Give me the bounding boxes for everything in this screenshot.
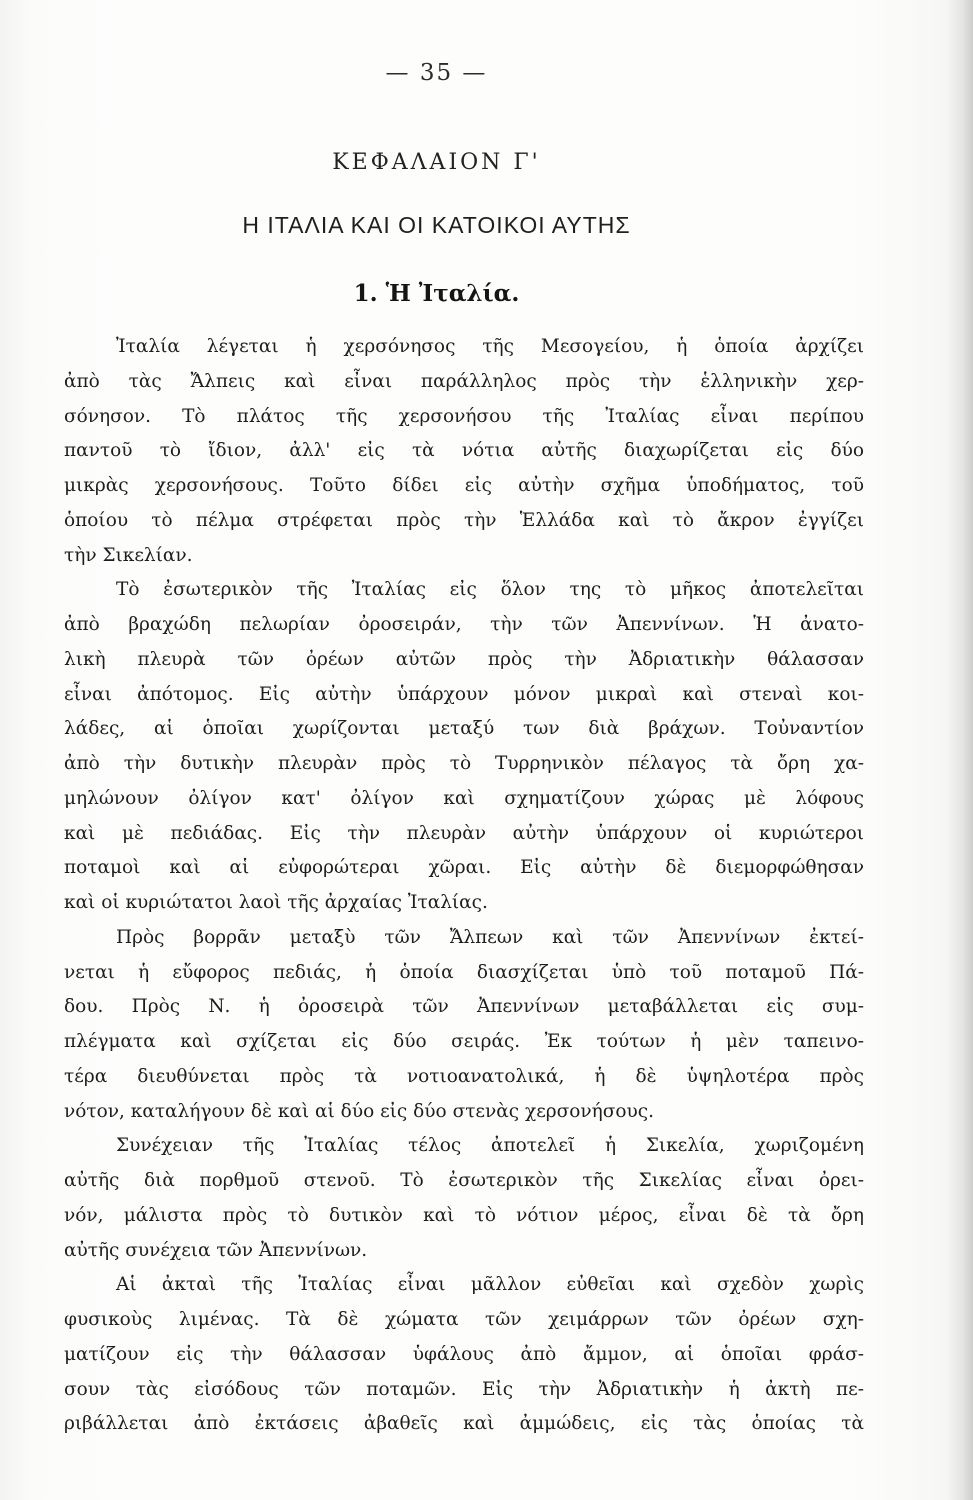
text-line: αὐτῆς διὰ πορθμοῦ στενοῦ. Τὸ ἐσωτερικὸν τῆς Σικελίας εἶναι ὀρει-	[64, 1170, 864, 1191]
text-line: ἀπὸ τὴν δυτικὴν πλευρὰν πρὸς τὸ Τυρρηνικὸν πέλαγος τὰ ὄρη χα-	[64, 753, 864, 774]
chapter-label: ΚΕΦΑΛΑΙΟΝ Γ'	[332, 150, 541, 175]
text-line: Ἰταλία λέγεται ἡ χερσόνησος τῆς Μεσογείου, ἡ ὁποία ἀρχίζει	[116, 336, 864, 357]
body-text	[64, 330, 864, 1442]
text-line: ἀπὸ τὰς Ἄλπεις καὶ εἶναι παράλληλος πρὸς τὴν ἑλληνικὴν χερ-	[64, 370, 864, 392]
text-line: τέρα διευθύνεται πρὸς τὰ νοτιοανατολικά, ἡ δὲ ὑψηλοτέρα πρὸς	[64, 1065, 864, 1087]
text-line: ἀπὸ βραχώδη πελωρίαν ὀροσειράν, τὴν τῶν Ἀπεννίνων. Ἡ ἀνατο-	[64, 614, 864, 635]
text-line: ποταμοὶ καὶ αἱ εὐφορώτεραι χῶραι. Εἰς αὐτὴν δὲ διεμορφώθησαν	[64, 857, 864, 879]
text-line: δου. Πρὸς Ν. ἡ ὀροσειρὰ τῶν Ἀπεννίνων μεταβάλλεται εἰς συμ-	[64, 996, 864, 1018]
text-line: νότον, καταλήγουν δὲ καὶ αἱ δύο εἰς δύο στενὰς χερσονήσους.	[64, 1100, 655, 1122]
text-line: μηλώνουν ὀλίγον κατ' ὀλίγον καὶ σχηματίζουν χώρας μὲ λόφους	[64, 787, 864, 809]
text-line: σουν τὰς εἰσόδους τῶν ποταμῶν. Εἰς τὴν Ἀδριατικὴν ἡ ἀκτὴ πε-	[64, 1378, 864, 1400]
text-line: ὁποίου τὸ πέλμα στρέφεται πρὸς τὴν Ἑλλάδα καὶ τὸ ἄκρον ἐγγίζει	[64, 509, 864, 531]
text-line: μικρὰς χερσονήσους. Τοῦτο δίδει εἰς αὐτὴν σχῆμα ὑποδήματος, τοῦ	[64, 475, 864, 496]
text-line: καὶ οἱ κυριώτατοι λαοὶ τῆς ἀρχαίας Ἰταλίας.	[64, 892, 488, 913]
text-line: σόνησον. Τὸ πλάτος τῆς χερσονήσου τῆς Ἰταλίας εἶναι περίπου	[64, 405, 864, 427]
text-line: Συνέχειαν τῆς Ἰταλίας τέλος ἀποτελεῖ ἡ Σικελία, χωριζομένη	[116, 1135, 864, 1157]
text-line: ριβάλλεται ἀπὸ ἐκτάσεις ἀβαθεῖς καὶ ἀμμώδεις, εἰς τὰς ὁποίας τὰ	[64, 1413, 864, 1435]
text-line: Αἱ ἀκταὶ τῆς Ἰταλίας εἶναι μᾶλλον εὐθεῖαι καὶ σχεδὸν χωρὶς	[116, 1274, 864, 1296]
page-edge-shadow	[947, 0, 973, 1500]
text-line: λικὴ πλευρὰ τῶν ὀρέων αὐτῶν πρὸς τὴν Ἀδριατικὴν θάλασσαν	[64, 648, 864, 670]
text-line: παντοῦ τὸ ἴδιον, ἀλλ' εἰς τὰ νότια αὐτῆς διαχωρίζεται εἰς δύο	[64, 440, 864, 462]
chapter-title: Η ΙΤΑΛΙΑ ΚΑΙ ΟΙ ΚΑΤΟΙΚΟΙ ΑΥΤΗΣ	[242, 212, 631, 238]
text-line: νεται ἡ εὔφορος πεδιάς, ἡ ὁποία διασχίζεται ὑπὸ τοῦ ποταμοῦ Πά-	[64, 961, 864, 983]
text-line: φυσικοὺς λιμένας. Τὰ δὲ χώματα τῶν χειμάρρων τῶν ὀρέων σχη-	[64, 1309, 864, 1330]
text-line: νόν, μάλιστα πρὸς τὸ δυτικὸν καὶ τὸ νότιον μέρος, εἶναι δὲ τὰ ὄρη	[64, 1204, 864, 1226]
text-line: πλέγματα καὶ σχίζεται εἰς δύο σειράς. Ἐκ τούτων ἡ μὲν ταπεινο-	[64, 1031, 864, 1052]
text-line: τὴν Σικελίαν.	[64, 544, 193, 566]
page-number: — 35 —	[385, 60, 488, 86]
text-line: εἶναι ἀπότομος. Εἰς αὐτὴν ὑπάρχουν μόνον μικραὶ καὶ στεναὶ κοι-	[64, 683, 864, 705]
section-heading: 1. Ἡ Ἰταλία.	[353, 280, 520, 307]
text-line: Τὸ ἐσωτερικὸν τῆς Ἰταλίας εἰς ὅλον της τὸ μῆκος ἀποτελεῖται	[116, 579, 864, 601]
text-line: αὐτῆς συνέχεια τῶν Ἀπεννίνων.	[64, 1239, 368, 1261]
text-line: καὶ μὲ πεδιάδας. Εἰς τὴν πλευρὰν αὐτὴν ὑπάρχουν οἱ κυριώτεροι	[64, 822, 864, 844]
text-line: Πρὸς βορρᾶν μεταξὺ τῶν Ἄλπεων καὶ τῶν Ἀπεννίνων ἐκτεί-	[116, 926, 864, 948]
text-line: λάδες, αἱ ὁποῖαι χωρίζονται μεταξύ των διὰ βράχων. Τοὐναντίον	[64, 718, 864, 740]
text-line: ματίζουν εἰς τὴν θάλασσαν ὑφάλους ἀπὸ ἄμμον, αἱ ὁποῖαι φράσ-	[64, 1343, 864, 1365]
